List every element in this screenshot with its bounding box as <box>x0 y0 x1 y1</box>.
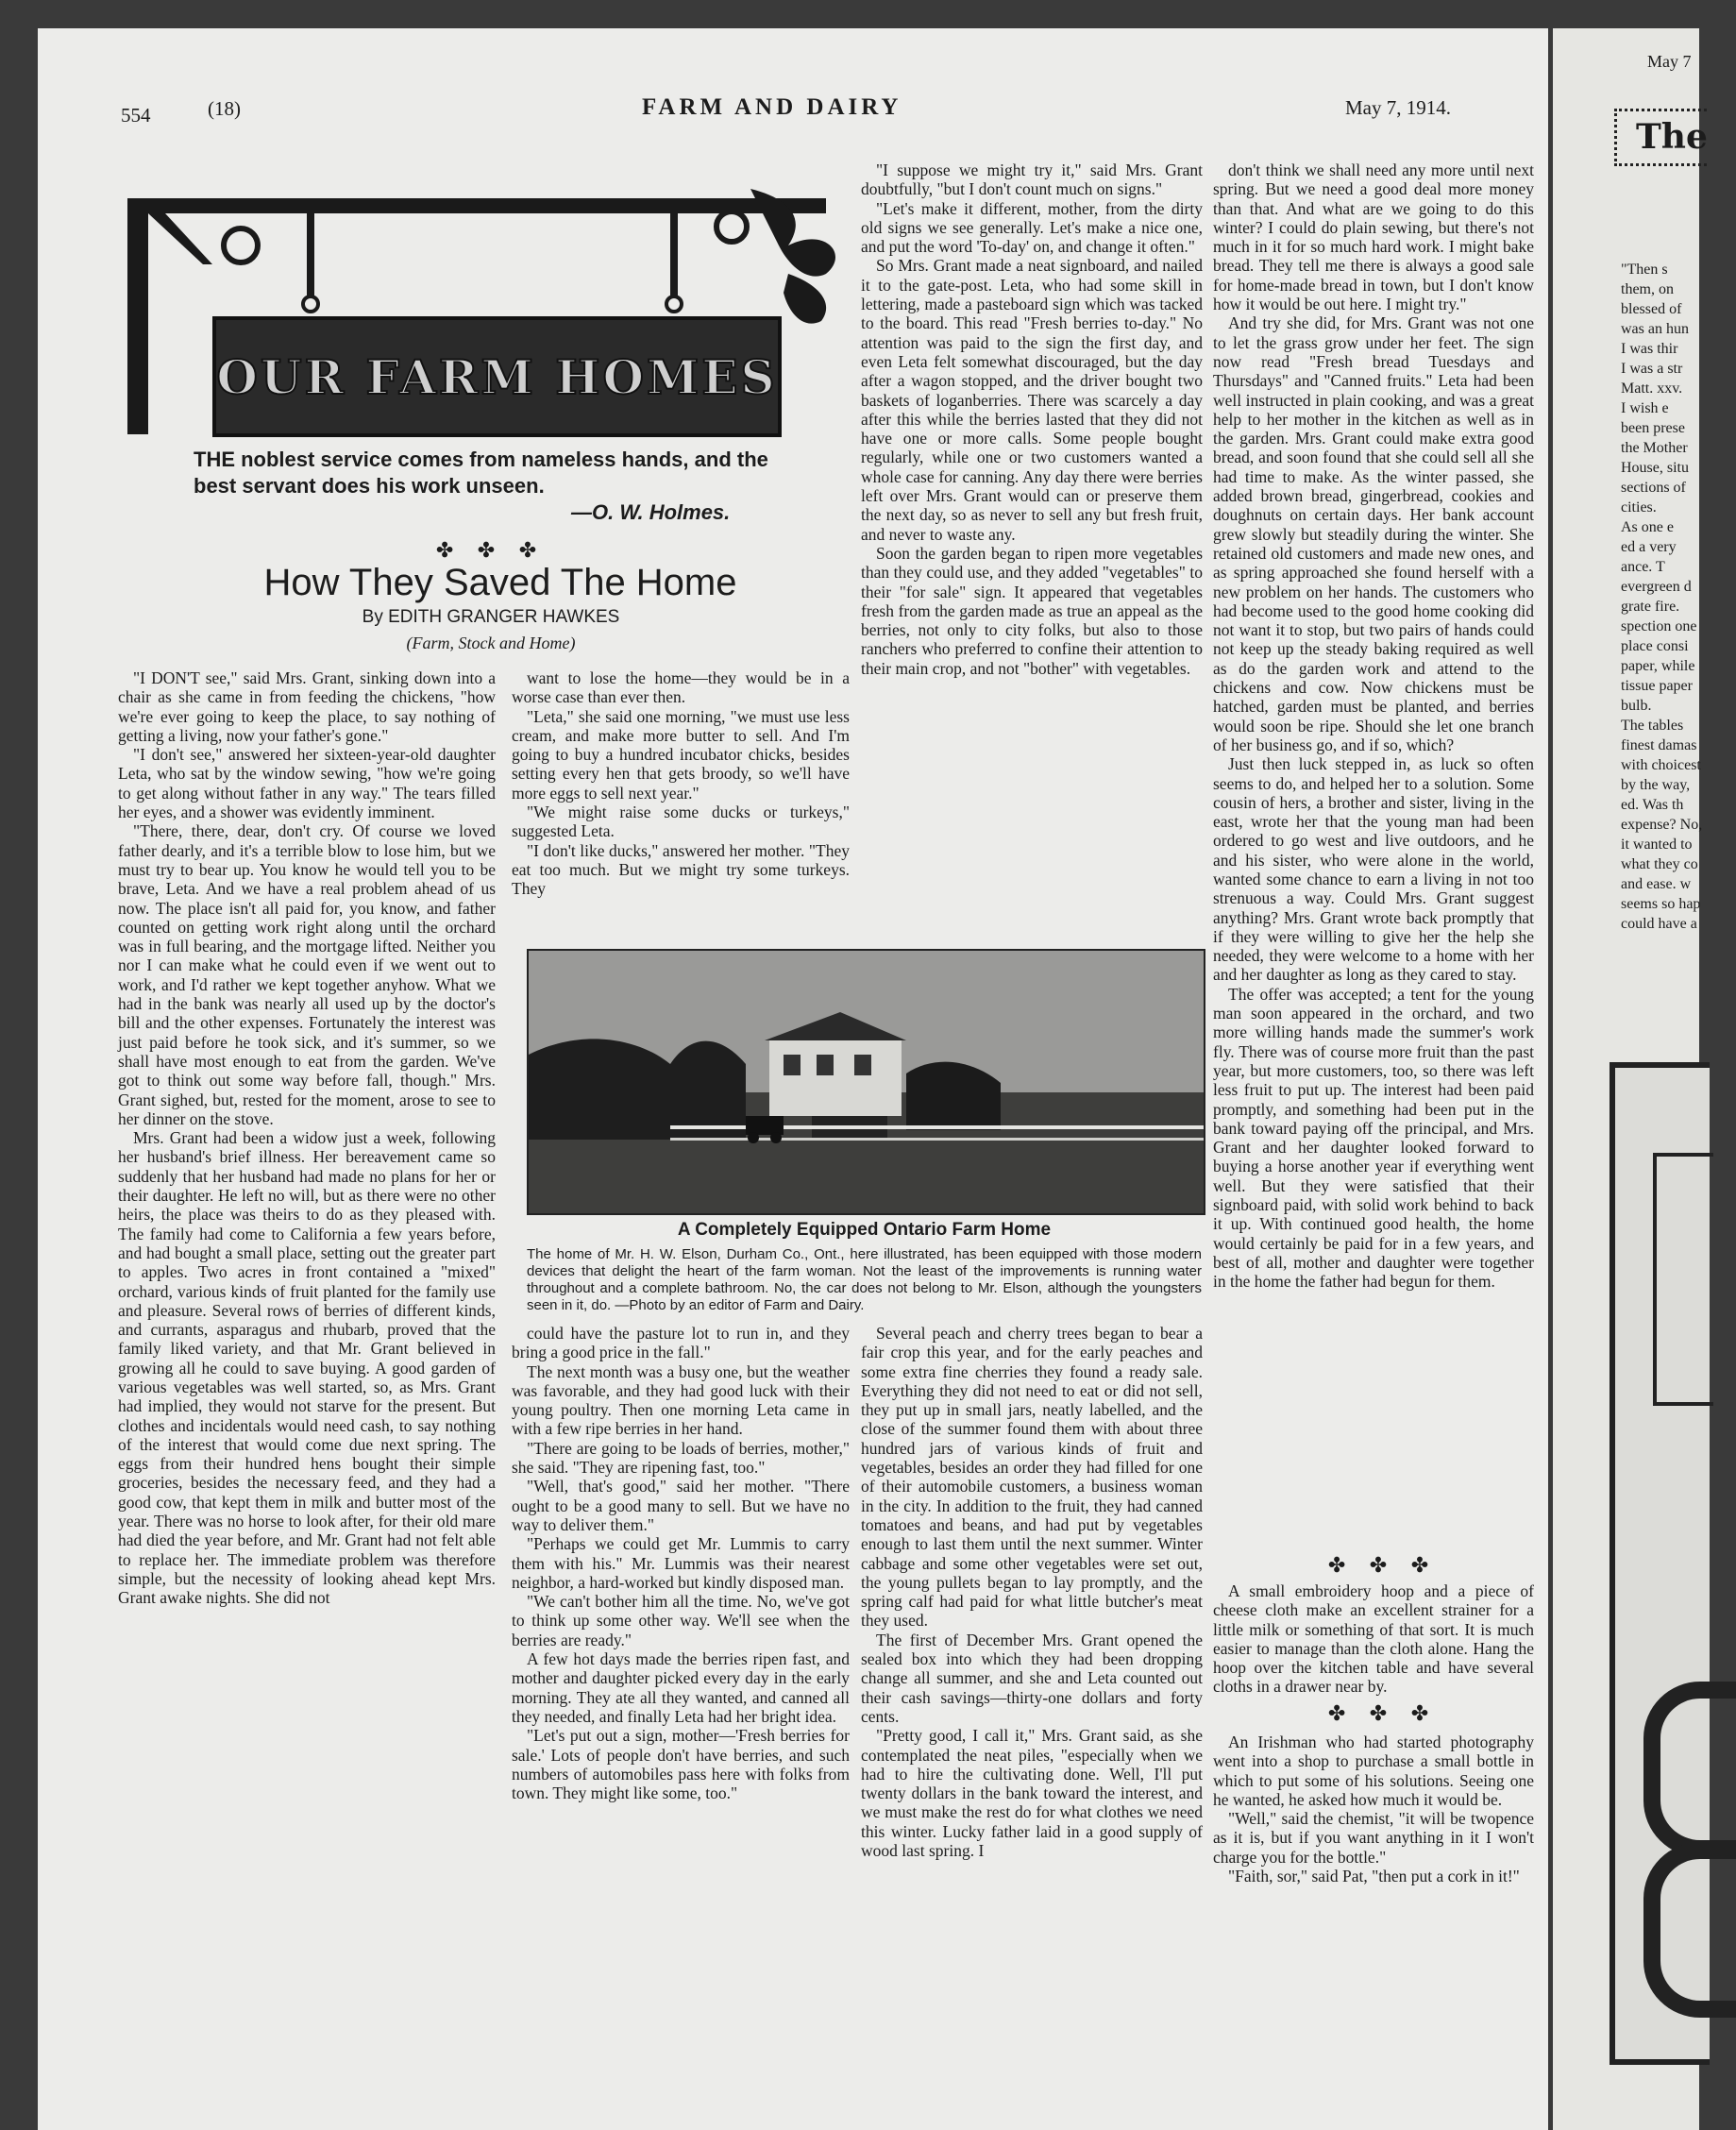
article-paragraph: "I DON'T see," said Mrs. Grant, sinking down into a chair as she came in from feeding the chickens, "how we're ever going to keep the place, to say nothing of getting a living, now your father's gone." <box>118 668 496 745</box>
article-paragraph: The offer was accepted; a tent for the young man soon appeared in the orchard, and two more willing hands made the summer's work fly. There was of course more fruit than the past year, but more customers, too, so there was left less fruit to put up. The interest had been paid promptly, and something had been put in the bank toward paying off the principal, and Mrs. Grant and her daughter looked forward to buying a horse another year if everything went well. But they were satisfied that their signboard paid, with solid work behind to back it up. With continued good health, the home would certainly be paid for in a few years, and best of all, mother and daughter were together in the home the father had begun for them. <box>1213 984 1534 1292</box>
issue-date: May 7, 1914. <box>1345 96 1451 119</box>
adjoining-text-line: House, situ <box>1621 460 1689 476</box>
adjoining-text-line: cities. <box>1621 499 1657 516</box>
ad-ornament-lower <box>1643 1842 1736 2018</box>
article-paragraph: "Perhaps we could get Mr. Lummis to carry them with his." Mr. Lummis was their nearest neighbor, a hard-worked but kindly disposed man. <box>512 1534 850 1592</box>
article-title: How They Saved The Home <box>263 562 737 603</box>
farm-home-photo <box>527 949 1205 1215</box>
adjoining-text-line: ed. Was th <box>1621 797 1684 813</box>
article-column-1 <box>118 668 496 1877</box>
adjoining-text-line: bulb. <box>1621 698 1652 714</box>
article-paragraph: Soon the garden began to ripen more vegetables than they could use, and they added "vegetables" to their "for sale" sign. It appeared that vegetables fresh from the garden made as true an appeal as the berries, not only to city folks, but also to those ranchers who preferred to confine their attention to their main crop, and not "bother" with vegetables. <box>861 543 1203 678</box>
issue-page-number: (18) <box>208 97 241 120</box>
section-dinkus: ✤ ✤ ✤ <box>435 538 547 562</box>
anecdote <box>1213 1733 1534 2002</box>
adjoining-text-line: The tables <box>1621 718 1684 734</box>
adjoining-text-line: been prese <box>1621 420 1685 436</box>
article-paragraph: "Let's put out a sign, mother—'Fresh berries for sale.' Lots of people don't have berries, and such numbers of automobiles pass here with folks from town. They might like some, too." <box>512 1726 850 1803</box>
adjoining-text-line: them, on <box>1621 281 1674 297</box>
article-paragraph: "We might raise some ducks or turkeys," suggested Leta. <box>512 803 850 841</box>
adjoining-text-line: I wish e <box>1621 400 1669 416</box>
anecdote-paragraph: An Irishman who had started photography went into a shop to purchase a small bottle in which to put some of his solutions. Seeing one he wanted, he asked how much it would be. <box>1213 1733 1534 1809</box>
adjoining-text-line: it wanted to <box>1621 837 1693 853</box>
section-dinkus: ✤ ✤ ✤ <box>1327 1553 1439 1577</box>
article-byline: By EDITH GRANGER HAWKES <box>362 607 620 627</box>
article-paragraph: don't think we shall need any more until next spring. But we need a good deal more money than that. And what are we going to do this winter? I could do plain sewing, but there's not much in it for so much hard work. I might bake bread. They tell me there is always a good sale for home-made bread in town, but I don't know how it would be out here. I might try." <box>1213 161 1534 314</box>
adjoining-text-line: sections of <box>1621 480 1686 496</box>
adjoining-text-line: was an hun <box>1621 321 1689 337</box>
adjoining-page <box>1553 28 1708 2130</box>
adjoining-text-line: what they co <box>1621 856 1698 872</box>
article-paragraph: "Well, that's good," said her mother. "There ought to be a good many to sell. But we have no way to deliver them." <box>512 1477 850 1534</box>
ad-ornament-upper <box>1643 1682 1736 1857</box>
adjoining-text-line: with choicest <box>1621 757 1701 773</box>
photo-caption: The home of Mr. H. W. Elson, Durham Co., Ont., here illustrated, has been equipped with those modern devices that delight the heart of the farm woman. Not the least of the improvements is running water throughout and a complete bathroom. No, the car does not belong to Mr. Elson, although the youngsters seen in it, do. —Photo by an editor of Farm and Dairy. <box>527 1246 1202 1313</box>
adjoining-advertisement <box>1610 1062 1710 2065</box>
article-paragraph: So Mrs. Grant made a neat signboard, and nailed it to the gate-post. Leta, who had some skill in lettering, made a pasteboard sign which was tacked to the board. This read "Fresh berries to-day." No attention was paid to the sign the first day, and even Leta felt somewhat discouraged, but the day after a wagon stopped, and the driver bought two baskets of loganberries. There was scarcely a day after this while the berries lasted that they did not have one or more calls. Some people bought regularly, while one or two customers wanted a whole case for canning. Any day there were berries left over Mrs. Grant would can or preserve them the next day, so as never to sell any but fresh fruit, and never to waste any. <box>861 256 1203 544</box>
article-paragraph: A few hot days made the berries ripen fast, and mother and daughter picked every day in the early morning. They ate all they wanted, and canned all they needed, and finally Leta had her bright idea. <box>512 1649 850 1726</box>
adjoining-text-line: place consi <box>1621 638 1689 654</box>
article-column-2-upper <box>512 668 850 933</box>
adjoining-text-line: the Mother <box>1621 440 1688 456</box>
article-paragraph: "I don't like ducks," answered her mother. "They eat too much. But we might try some turkeys. They <box>512 840 850 899</box>
adjoining-text-line: tissue paper <box>1621 678 1693 694</box>
publication-title: FARM AND DAIRY <box>642 94 902 120</box>
hint-paragraph: A small embroidery hoop and a piece of cheese cloth make an excellent strainer for a little milk or something of that sort. It is much easier to manage than the cloth alone. Hang the hoop over the kitchen table and have several cloths in a drawer near by. <box>1213 1581 1534 1697</box>
article-paragraph: Just then luck stepped in, as luck so often seems to do, and helped her to a solution. Some cousin of hers, a brother and sister, living in the east, wrote her that the young man had been ordered to go west and live outdoors, and he and his sister, who were alone in the world, wanted some chance to earn a living in not too strenuous a way. Could Mrs. Grant suggest anything? Mrs. Grant wrote back promptly that if they were willing to give her the help she needed, they were welcome to a home with her and her daughter as long as they cared to stay. <box>1213 754 1534 985</box>
section-dinkus: ✤ ✤ ✤ <box>1327 1701 1439 1725</box>
adjoining-text-line: "Then s <box>1621 262 1668 278</box>
adjoining-text-line: could have a <box>1621 916 1697 932</box>
sign-text: OUR FARM HOMES <box>216 348 778 405</box>
adjoining-text-line: I was a str <box>1621 361 1683 377</box>
article-paragraph: "There are going to be loads of berries, mother," she said. "They are ripening fast, too." <box>512 1438 850 1478</box>
adjoining-text-line: paper, while <box>1621 658 1695 674</box>
article-paragraph: The next month was a busy one, but the weather was favorable, and they had good luck with their young poultry. Then one morning Leta came in with a few ripe berries in her hand. <box>512 1361 850 1439</box>
article-paragraph: want to lose the home—they would be in a worse case than ever then. <box>512 668 850 707</box>
adjoining-page-date: May 7 <box>1647 52 1692 71</box>
newspaper-page <box>38 28 1548 2130</box>
farm-homes-sign-illustration <box>127 189 850 444</box>
quote-author: —O. W. Holmes. <box>571 500 731 524</box>
adjoining-text-line: finest damas <box>1621 737 1697 753</box>
adjoining-text-line: spection one <box>1621 618 1697 634</box>
article-paragraph: The first of December Mrs. Grant opened the sealed box into which they had been dropping change all summer, and she and Leta counted out their cash savings—thirty-one dollars and forty cents. <box>861 1630 1203 1726</box>
adjoining-text-line: grate fire. <box>1621 599 1680 615</box>
anecdote-paragraph: "Well," said the chemist, "it will be twopence as it is, but if you want anything in it I won't charge you for the bottle." <box>1213 1809 1534 1867</box>
article-paragraph: "I suppose we might try it," said Mrs. Grant doubtfully, "but I don't count much on signs." <box>861 161 1203 199</box>
page-number: 554 <box>121 104 151 127</box>
household-hint <box>1213 1581 1534 1695</box>
adjoining-text-line: and ease. w <box>1621 876 1692 892</box>
adjoining-text-line: ed a very <box>1621 539 1677 555</box>
photo-title: A Completely Equipped Ontario Farm Home <box>677 1220 1052 1240</box>
adjoining-heading-box <box>1614 109 1707 166</box>
article-paragraph: Mrs. Grant had been a widow just a week, following her husband's brief illness. Her bereavement came so suddenly that her husband had made no plans for her or their daughter. He left no will, but as there were no other heirs, the place was theirs to do as they pleased with. The family had come to California a few years before, and had bought a small place, setting out the greater part to apples. Two acres in front contained a "mixed" orchard, various kinds of fruit planted for the family use and pleasure. Several rows of berries of different kinds, and currants, asparagus and rhubarb, proved that the family liked variety, and that Mr. Grant believed in growing all he could to save buying. A good garden of various vegetables was well started, so, as Mrs. Grant had implied, they would not starve for the present. But clothes and incidentals would need cash, to say nothing of the interest that would come due next spring. The eggs from their hundred hens bought their simple groceries, besides the necessary feed, and they had a good cow, that kept them in milk and butter most of the year. There was no horse to look after, for their old mare had died the year before, and Mr. Grant had not felt able to replace her. The immediate problem was therefore simple, but the necessity of looking ahead kept Mrs. Grant awake nights. She did not <box>118 1128 496 1608</box>
adjoining-text-line: evergreen d <box>1621 579 1692 595</box>
article-column-2-lower <box>512 1324 850 2003</box>
article-column-3-upper <box>861 161 1203 927</box>
article-paragraph: "There, there, dear, don't cry. Of course we loved father dearly, and it's a terrible blow to lose him, but we must try to bear up. You know he would tell you to be brave, Leta. And we have a real problem ahead of us now. The place isn't all paid for, you know, and father counted on getting work right along until the orchard was in full bearing, and the mortgage lifted. Neither you nor I can make what he could even if we went out to work, and I'd rather we kept together anyhow. What we had in the bank was nearly all used up by the doctor's bill and the other expenses. Fortunately the interest was just paid before he took sick, and it's summer, so we shall have most enough to eat from the garden. We've got to think out some way before fall, though." Mrs. Grant sighed, but, rested for the moment, arose to see to her dinner on the stove. <box>118 821 496 1128</box>
article-paragraph: Several peach and cherry trees began to bear a fair crop this year, and for the early peaches and some extra fine cherries they found a ready sale. Everything they did not need to eat or did not sell, they put up in small jars, neatly labelled, and the close of the summer found them with about three hundred jars of various kinds of fruit and vegetables, besides an order they had filled for one of their automobile customers, a business woman in the city. In addition to the fruit, they had canned tomatoes and beans, and had put by vegetables enough to last them until the next summer. Winter cabbage and some other vegetables were set out, the young pullets began to lay promptly, and the spring calf had paid for what little butcher's meat they used. <box>861 1324 1203 1631</box>
article-paragraph: And try she did, for Mrs. Grant was not one to let the grass grow under her feet. The sign now read "Fresh bread Tuesdays and Thursdays" and "Canned fruits." Leta had been well instructed in plain cooking, and was a great help to her mother in the kitchen as well as in the garden. Mrs. Grant could make extra good bread, and soon found that she could sell all she had time to make. As the winter passed, she added brown bread, gingerbread, cookies and doughnuts on certain days. Her bank account grew slowly but steadily during the winter. She retained old customers and made new ones, and as spring approached she found herself with a new problem on her hands. The customers who had become used to the good home cooking did not want it to stop, but two pairs of hands could not keep up the steady baking required as well as do the garden work and attend to the chickens and cow. Now chickens must be hatched, garden must be planted, and berries would soon be ripe. Should she let one branch of her business go, and if so, which? <box>1213 313 1534 754</box>
adjoining-text-line: Matt. xxv. <box>1621 380 1683 397</box>
sign-board <box>212 316 782 437</box>
adjoining-text-line: by the way, <box>1621 777 1691 793</box>
article-source: (Farm, Stock and Home) <box>406 634 576 652</box>
adjoining-text-line: expense? No, <box>1621 817 1703 833</box>
adjoining-heading: The <box>1636 117 1708 157</box>
article-paragraph: "Leta," she said one morning, "we must use less cream, and make more butter to sell. And I'm going to buy a hundred incubator chicks, besides setting every hen that gets broody, so we'll have more eggs to sell next year." <box>512 706 850 803</box>
article-paragraph: "Pretty good, I call it," Mrs. Grant said, as she contemplated the neat piles, "especially when we had to hire the cultivating done. Well, I'll put twenty dollars in the bank toward the interest, and we must make the rest do for what clothes we need this winter. Lucky father laid in a good supply of wood last spring. I <box>861 1726 1203 1861</box>
adjoining-text-line: ance. T <box>1621 559 1665 575</box>
farm-home-photo-graphic <box>529 951 1204 1213</box>
adjoining-text-line: blessed of <box>1621 301 1682 317</box>
masthead-quote: THE noblest service comes from nameless hands, and the best servant does his work unseen. <box>194 448 768 498</box>
adjoining-text-line: I was thir <box>1621 341 1678 357</box>
adjoining-text-line: seems so hap <box>1621 896 1701 912</box>
article-paragraph: could have the pasture lot to run in, and they bring a good price in the fall." <box>512 1324 850 1362</box>
article-paragraph: "Let's make it different, mother, from the dirty old signs we see generally. Let's make a nice one, and put the word 'To-day' on, and change it often." <box>861 198 1203 257</box>
article-paragraph: "We can't bother him all the time. No, we've got to think up some other way. We'll see when the berries are ready." <box>512 1592 850 1649</box>
article-column-3-lower <box>861 1324 1203 2003</box>
anecdote-paragraph: "Faith, sor," said Pat, "then put a cork in it!" <box>1228 1867 1520 1886</box>
ad-panel <box>1653 1153 1713 1406</box>
article-paragraph: "I don't see," answered her sixteen-year-old daughter Leta, who sat by the window sewing, "how we're going to get along without father in any way." The tears filled her eyes, and a shower was evidently imminent. <box>118 745 496 822</box>
adjoining-text-line: As one e <box>1621 519 1674 535</box>
article-column-4 <box>1213 161 1534 1544</box>
